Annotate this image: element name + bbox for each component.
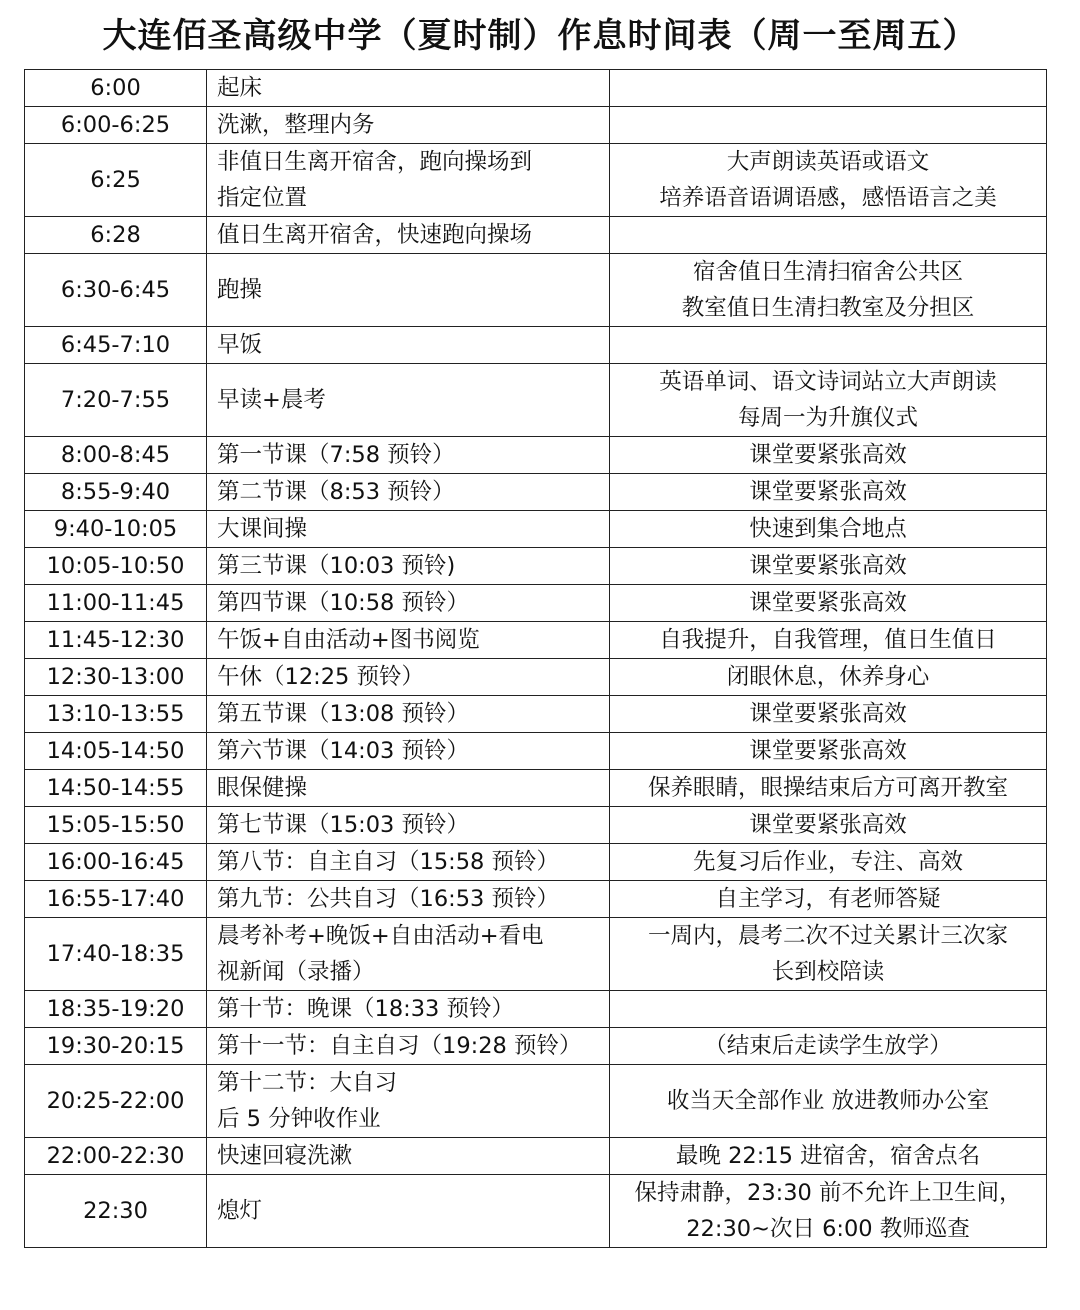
- time-cell: 14:50-14:55: [25, 770, 207, 807]
- activity-text: 值日生离开宿舍，快速跑向操场: [217, 222, 533, 248]
- table-row: [25, 254, 1047, 327]
- time-cell: 6:28: [25, 217, 207, 254]
- activity-text: 非值日生离开宿舍，跑向操场到: [217, 149, 533, 175]
- note-cell: [610, 1175, 1047, 1248]
- table-row: [25, 585, 1047, 622]
- note-cell: [610, 585, 1047, 622]
- note-text: 22:30~次日 6:00 教师巡查: [686, 1216, 970, 1242]
- table-row: [25, 144, 1047, 217]
- table-row: [25, 1175, 1047, 1248]
- note-text: 课堂要紧张高效: [749, 479, 907, 505]
- time-cell: 6:00-6:25: [25, 107, 207, 144]
- time-cell: 16:55-17:40: [25, 881, 207, 918]
- time-cell: 17:40-18:35: [25, 918, 207, 991]
- table-row: [25, 844, 1047, 881]
- note-text: 宿舍值日生清扫宿舍公共区: [692, 259, 963, 285]
- activity-text: 第五节课（13:08 预铃）: [217, 701, 469, 727]
- activity-cell: [207, 70, 610, 107]
- table-row: [25, 733, 1047, 770]
- note-cell: [610, 327, 1047, 364]
- time-cell: 11:00-11:45: [25, 585, 207, 622]
- note-text: 自我提升，自我管理，值日生值日: [659, 627, 997, 653]
- activity-cell: [207, 364, 610, 437]
- activity-text: 第十二节：大自习: [217, 1070, 398, 1096]
- table-row: [25, 107, 1047, 144]
- note-cell: [610, 1065, 1047, 1138]
- activity-cell: [207, 1028, 610, 1065]
- activity-cell: [207, 217, 610, 254]
- activity-cell: [207, 511, 610, 548]
- time-cell: 14:05-14:50: [25, 733, 207, 770]
- activity-cell: [207, 696, 610, 733]
- note-cell: [610, 733, 1047, 770]
- time-cell: 12:30-13:00: [25, 659, 207, 696]
- activity-text: 视新闻（录播）: [217, 959, 375, 985]
- time-cell: 7:20-7:55: [25, 364, 207, 437]
- note-cell: [610, 511, 1047, 548]
- activity-text: 指定位置: [217, 185, 308, 211]
- note-cell: [610, 1138, 1047, 1175]
- activity-cell: [207, 807, 610, 844]
- table-row: [25, 1065, 1047, 1138]
- activity-text: 第二节课（8:53 预铃）: [217, 479, 455, 505]
- time-cell: 6:25: [25, 144, 207, 217]
- note-text: 课堂要紧张高效: [749, 553, 907, 579]
- table-row: [25, 918, 1047, 991]
- table-row: [25, 696, 1047, 733]
- note-cell: [610, 918, 1047, 991]
- note-cell: [610, 622, 1047, 659]
- table-row: [25, 327, 1047, 364]
- schedule-body: [25, 70, 1047, 1248]
- activity-text: 早饭: [217, 332, 263, 358]
- table-row: [25, 1028, 1047, 1065]
- activity-cell: [207, 1065, 610, 1138]
- note-cell: [610, 254, 1047, 327]
- note-cell: [610, 474, 1047, 511]
- table-row: [25, 474, 1047, 511]
- time-cell: 11:45-12:30: [25, 622, 207, 659]
- note-text: 最晚 22:15 进宿舍，宿舍点名: [675, 1143, 981, 1169]
- activity-text: 快速回寝洗漱: [217, 1143, 353, 1169]
- time-cell: 19:30-20:15: [25, 1028, 207, 1065]
- time-cell: 8:00-8:45: [25, 437, 207, 474]
- note-text: 快速到集合地点: [749, 516, 907, 542]
- activity-text: 第八节：自主自习（15:58 预铃）: [217, 849, 559, 875]
- note-cell: [610, 1028, 1047, 1065]
- note-text: 保持肃静，23:30 前不允许上卫生间，: [634, 1180, 1022, 1206]
- activity-cell: [207, 1138, 610, 1175]
- note-cell: [610, 217, 1047, 254]
- time-cell: 8:55-9:40: [25, 474, 207, 511]
- note-text: 培养语音语调语感，感悟语言之美: [659, 185, 997, 211]
- activity-text: 第一节课（7:58 预铃）: [217, 442, 455, 468]
- note-text: 一周内，晨考二次不过关累计三次家: [647, 923, 1008, 949]
- activity-text: 第三节课（10:03 预铃): [217, 553, 456, 579]
- note-text: 长到校陪读: [771, 959, 885, 985]
- activity-text: 第六节课（14:03 预铃）: [217, 738, 469, 764]
- activity-cell: [207, 770, 610, 807]
- activity-cell: [207, 144, 610, 217]
- activity-text: 第四节课（10:58 预铃）: [217, 590, 469, 616]
- activity-text: 后 5 分钟收作业: [217, 1106, 381, 1132]
- activity-text: 第七节课（15:03 预铃）: [217, 812, 469, 838]
- activity-text: 起床: [217, 75, 263, 101]
- time-cell: 20:25-22:00: [25, 1065, 207, 1138]
- activity-cell: [207, 437, 610, 474]
- time-cell: 13:10-13:55: [25, 696, 207, 733]
- schedule-table: [24, 69, 1047, 1248]
- activity-cell: [207, 844, 610, 881]
- note-cell: [610, 991, 1047, 1028]
- note-cell: [610, 807, 1047, 844]
- note-cell: [610, 364, 1047, 437]
- note-text: 课堂要紧张高效: [749, 738, 907, 764]
- note-text: （结束后走读学生放学）: [704, 1033, 952, 1059]
- time-cell: 15:05-15:50: [25, 807, 207, 844]
- note-cell: [610, 844, 1047, 881]
- activity-text: 早读+晨考: [217, 387, 326, 413]
- note-cell: [610, 659, 1047, 696]
- activity-text: 跑操: [217, 277, 263, 303]
- note-cell: [610, 70, 1047, 107]
- note-cell: [610, 437, 1047, 474]
- activity-cell: [207, 474, 610, 511]
- activity-cell: [207, 585, 610, 622]
- table-row: [25, 217, 1047, 254]
- table-row: [25, 770, 1047, 807]
- table-row: [25, 437, 1047, 474]
- note-text: 英语单词、语文诗词站立大声朗读: [659, 369, 997, 395]
- activity-text: 午休（12:25 预铃）: [217, 664, 424, 690]
- activity-cell: [207, 733, 610, 770]
- activity-cell: [207, 327, 610, 364]
- time-cell: 22:30: [25, 1175, 207, 1248]
- activity-cell: [207, 548, 610, 585]
- note-cell: [610, 696, 1047, 733]
- note-text: 大声朗读英语或语文: [726, 149, 930, 175]
- activity-cell: [207, 254, 610, 327]
- table-row: [25, 511, 1047, 548]
- activity-cell: [207, 991, 610, 1028]
- note-cell: [610, 144, 1047, 217]
- table-row: [25, 70, 1047, 107]
- activity-text: 晨考补考+晚饭+自由活动+看电: [217, 923, 544, 949]
- note-text: 收当天全部作业 放进教师办公室: [666, 1088, 990, 1114]
- note-text: 自主学习，有老师答疑: [715, 886, 941, 912]
- activity-cell: [207, 918, 610, 991]
- time-cell: 6:30-6:45: [25, 254, 207, 327]
- activity-text: 第九节：公共自习（16:53 预铃）: [217, 886, 559, 912]
- note-text: 保养眼睛，眼操结束后方可离开教室: [647, 775, 1008, 801]
- note-text: 课堂要紧张高效: [749, 442, 907, 468]
- table-row: [25, 622, 1047, 659]
- activity-cell: [207, 107, 610, 144]
- activity-text: 眼保健操: [217, 775, 308, 801]
- table-row: [25, 881, 1047, 918]
- activity-text: 洗漱，整理内务: [217, 112, 375, 138]
- activity-cell: [207, 622, 610, 659]
- page-title: 大连佰圣高级中学（夏时制）作息时间表（周一至周五）: [102, 16, 978, 56]
- note-cell: [610, 881, 1047, 918]
- activity-text: 第十一节：自主自习（19:28 预铃）: [217, 1033, 582, 1059]
- table-row: [25, 548, 1047, 585]
- activity-text: 熄灯: [217, 1198, 263, 1224]
- note-text: 闭眼休息，休养身心: [726, 664, 930, 690]
- activity-cell: [207, 659, 610, 696]
- time-cell: 10:05-10:50: [25, 548, 207, 585]
- activity-cell: [207, 1175, 610, 1248]
- table-row: [25, 364, 1047, 437]
- activity-cell: [207, 881, 610, 918]
- table-row: [25, 807, 1047, 844]
- time-cell: 18:35-19:20: [25, 991, 207, 1028]
- note-text: 教室值日生清扫教室及分担区: [681, 295, 975, 321]
- time-cell: 16:00-16:45: [25, 844, 207, 881]
- note-cell: [610, 548, 1047, 585]
- note-text: 先复习后作业，专注、高效: [692, 849, 963, 875]
- note-cell: [610, 770, 1047, 807]
- note-text: 课堂要紧张高效: [749, 701, 907, 727]
- time-cell: 22:00-22:30: [25, 1138, 207, 1175]
- note-text: 每周一为升旗仪式: [737, 405, 918, 431]
- note-cell: [610, 107, 1047, 144]
- time-cell: 6:00: [25, 70, 207, 107]
- note-text: 课堂要紧张高效: [749, 590, 907, 616]
- table-row: [25, 659, 1047, 696]
- time-cell: 6:45-7:10: [25, 327, 207, 364]
- activity-text: 午饭+自由活动+图书阅览: [217, 627, 480, 653]
- table-row: [25, 991, 1047, 1028]
- activity-text: 第十节：晚课（18:33 预铃）: [217, 996, 514, 1022]
- table-row: [25, 1138, 1047, 1175]
- activity-text: 大课间操: [217, 516, 308, 542]
- time-cell: 9:40-10:05: [25, 511, 207, 548]
- note-text: 课堂要紧张高效: [749, 812, 907, 838]
